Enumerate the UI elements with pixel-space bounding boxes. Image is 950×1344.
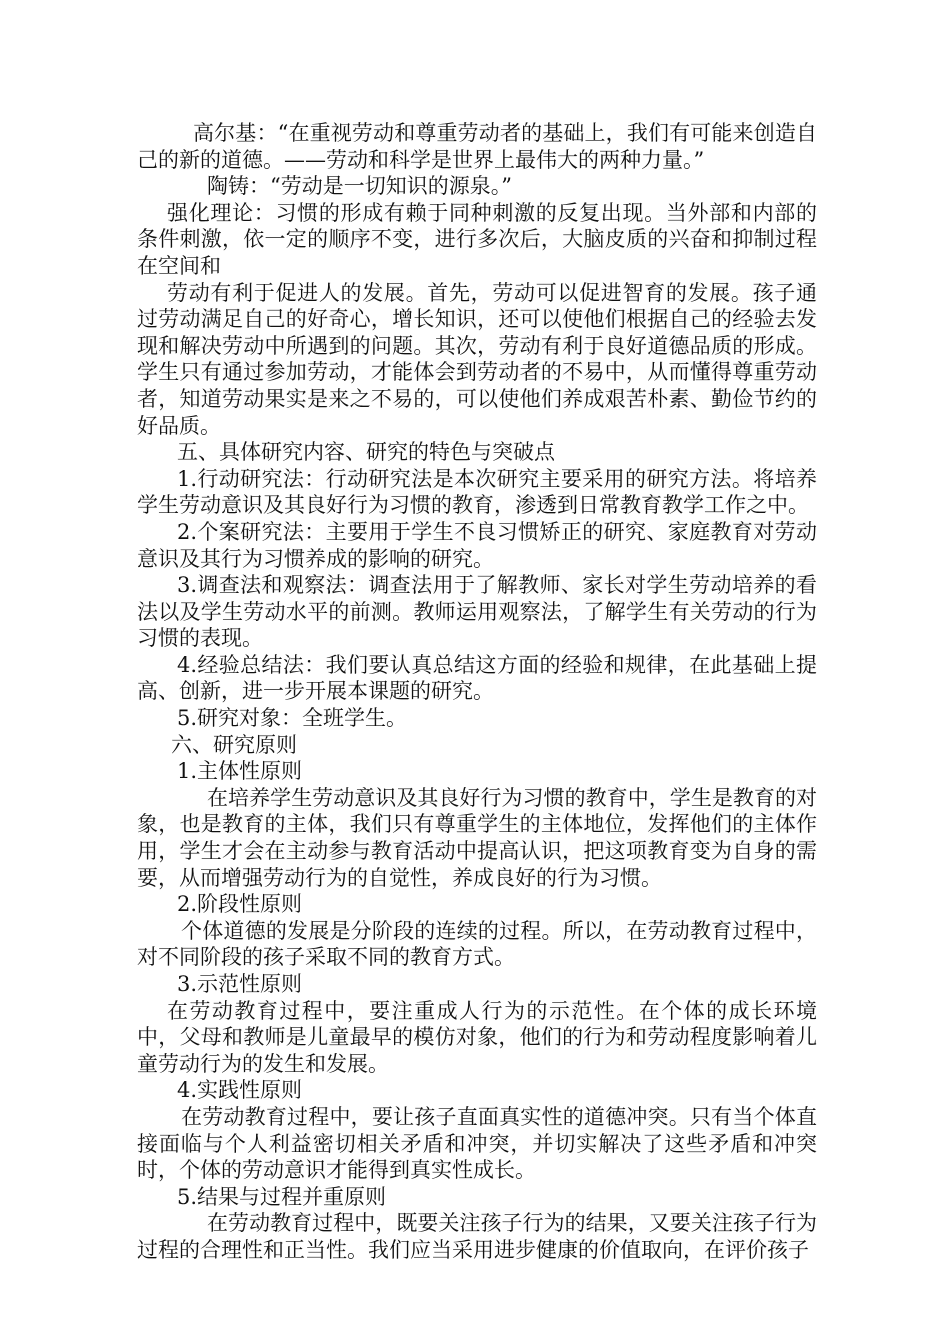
method-action-research: 1.行动研究法：行动研究法是本次研究主要采用的研究方法。将培养学生劳动意识及其良好行为习惯的教育，渗透到日常教育教学工作之中。: [137, 466, 817, 518]
principle-subjectivity-title: 1.主体性原则: [177, 759, 303, 784]
principle-stage-text: 个体道德的发展是分阶段的连续的过程。所以，在劳动教育过程中，对不同阶段的孩子采取不同的教育方式。: [137, 918, 817, 970]
quote-tao-zhu: 陶铸：“劳动是一切知识的源泉。”: [207, 174, 512, 199]
principle-practice-title: 4.实践性原则: [177, 1078, 303, 1103]
paragraph-labor-development: 劳动有利于促进人的发展。首先，劳动可以促进智育的发展。孩子通过劳动满足自己的好奇心，增长知识，还可以使他们根据自己的经验去发现和解决劳动中所遇到的问题。其次，劳动有利于良好道德品质的形成。学生只有通过参加劳动，才能体会到劳动者的不易中，从而懂得尊重劳动者，知道劳动果实是来之不易的，可以使他们养成艰苦朴素、勤俭节约的好品质。: [137, 280, 817, 438]
paragraph-reinforcement-theory: 强化理论：习惯的形成有赖于同种刺激的反复出现。当外部和内部的条件刺激，依一定的顺序不变，进行多次后，大脑皮质的兴奋和抑制过程在空间和: [137, 200, 817, 278]
principle-stage-title: 2.阶段性原则: [177, 892, 303, 917]
method-case-study: 2.个案研究法：主要用于学生不良习惯矫正的研究、家庭教育对劳动意识及其行为习惯养成的影响的研究。: [137, 519, 817, 571]
principle-subjectivity-text: 在培养学生劳动意识及其良好行为习惯的教育中，学生是教育的对象，也是教育的主体，我们只有尊重学生的主体地位，发挥他们的主体作用，学生才会在主动参与教育活动中提高认识，把这项教育变为自身的需要，从而增强劳动行为的自觉性，养成良好的行为习惯。: [137, 785, 817, 890]
principle-demonstration-title: 3.示范性原则: [177, 972, 303, 996]
principle-result-process-title: 5.结果与过程并重原则: [177, 1184, 387, 1209]
principle-result-process-text: 在劳动教育过程中，既要关注孩子行为的结果，又要关注孩子行为过程的合理性和正当性。我们应当采用进步健康的价值取向，在评价孩子: [137, 1211, 817, 1262]
quote-gorky: 高尔基：“在重视劳动和尊重劳动者的基础上，我们有可能来创造自己的新的道德。——劳动和科学是世界上最伟大的两种力量。”: [137, 121, 817, 172]
research-subject: 5.研究对象：全班学生。: [177, 706, 408, 731]
method-survey-observation: 3.调查法和观察法：调查法用于了解教师、家长对学生劳动培养的看法以及学生劳动水平的前测。教师运用观察法，了解学生有关劳动的行为习惯的表现。: [137, 573, 817, 651]
principle-demonstration-text: 在劳动教育过程中，要注重成人行为的示范性。在个体的成长环境中，父母和教师是儿童最早的模仿对象，他们的行为和劳动程度影响着儿童劳动行为的发生和发展。: [137, 998, 817, 1076]
method-experience-summary: 4.经验总结法：我们要认真总结这方面的经验和规律，在此基础上提高、创新，进一步开展本课题的研究。: [137, 652, 817, 704]
section-heading-6: 六、研究原则: [171, 732, 297, 757]
principle-practice-text: 在劳动教育过程中，要让孩子直面真实性的道德冲突。只有当个体直接面临与个人利益密切相关矛盾和冲突，并切实解决了这些矛盾和冲突时，个体的劳动意识才能得到真实性成长。: [137, 1104, 817, 1183]
section-heading-5: 五、具体研究内容、研究的特色与突破点: [177, 440, 555, 465]
document-body: [137, 120, 817, 1264]
